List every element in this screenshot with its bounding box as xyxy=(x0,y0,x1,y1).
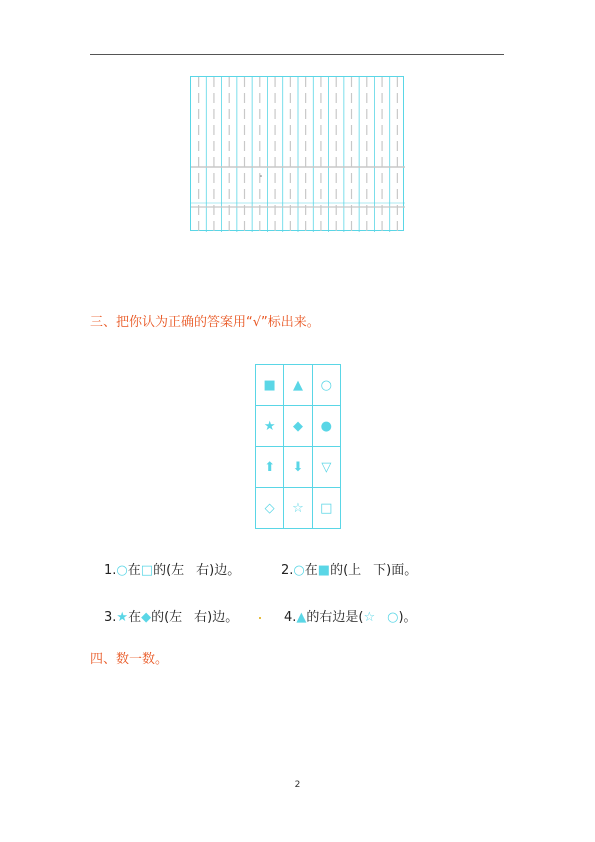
option-left[interactable]: 的(左 xyxy=(151,610,183,625)
circle-outline-icon: ○ xyxy=(293,563,305,578)
star-outline-icon[interactable]: ☆ xyxy=(363,610,376,625)
shape-cell-diamond-outline: ◇ xyxy=(256,488,284,529)
shape-grid xyxy=(255,364,341,529)
star-icon: ★ xyxy=(116,610,129,625)
question-text: 在 xyxy=(128,610,142,625)
shape-cell-circle-filled: ● xyxy=(312,406,340,447)
question-text-end: )。 xyxy=(398,610,417,625)
header-rule xyxy=(90,54,504,55)
shape-cell-arrow-up: ⬆ xyxy=(256,447,284,488)
question-1 xyxy=(104,559,240,578)
shape-cell-star-outline: ☆ xyxy=(284,488,312,529)
question-text: 的右边是( xyxy=(306,610,364,625)
shape-cell-triangle-down: ▽ xyxy=(312,447,340,488)
shape-cell-square: ■ xyxy=(256,365,284,406)
option-down[interactable]: 下)面。 xyxy=(373,563,418,578)
circle-outline-icon: ○ xyxy=(116,563,128,578)
option-right[interactable]: 右)边。 xyxy=(194,610,239,625)
option-left[interactable]: 的(左 xyxy=(153,563,185,578)
stray-dot xyxy=(259,617,261,619)
shape-cell-circle-outline: ○ xyxy=(312,365,340,406)
question-number: 2. xyxy=(281,563,294,578)
shape-cell-star: ★ xyxy=(256,406,284,447)
question-3 xyxy=(104,606,238,625)
shape-cell-square-outline: □ xyxy=(312,488,340,529)
circle-outline-icon[interactable]: ○ xyxy=(387,610,399,625)
square-outline-icon: □ xyxy=(140,563,154,578)
question-text: 在 xyxy=(304,563,318,578)
option-up[interactable]: 的(上 xyxy=(330,563,362,578)
shape-cell-diamond: ◆ xyxy=(284,406,312,447)
question-number: 1. xyxy=(104,563,117,578)
question-number: 3. xyxy=(104,610,117,625)
writing-practice-grid xyxy=(190,76,404,231)
shape-cell-arrow-down: ⬇ xyxy=(284,447,312,488)
question-text: 在 xyxy=(127,563,141,578)
page-number: 2 xyxy=(294,780,301,790)
question-4 xyxy=(284,606,417,625)
triangle-icon: ▲ xyxy=(296,610,307,625)
question-2 xyxy=(281,559,417,578)
section-3-title: 三、把你认为正确的答案用“√”标出来。 xyxy=(90,315,320,330)
square-filled-icon: ■ xyxy=(317,563,331,578)
writing-grid-lines xyxy=(191,77,405,232)
diamond-icon: ◆ xyxy=(141,610,152,625)
shape-cell-triangle: ▲ xyxy=(284,365,312,406)
question-number: 4. xyxy=(284,610,297,625)
option-right[interactable]: 右)边。 xyxy=(196,563,241,578)
section-4-title: 四、数一数。 xyxy=(90,652,169,667)
